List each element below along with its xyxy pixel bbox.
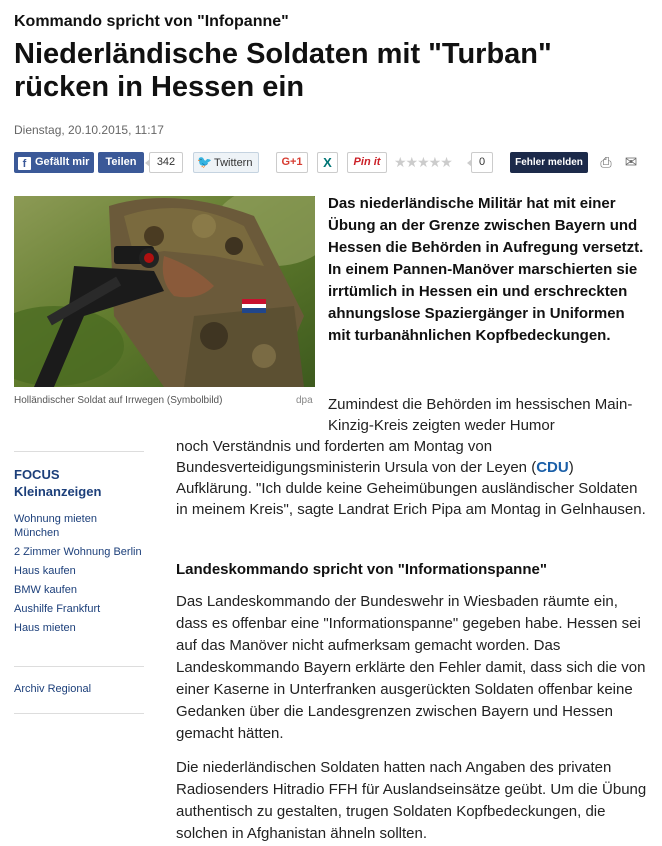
photo-credit: dpa (296, 395, 313, 406)
classified-link[interactable]: Aushilfe Frankfurt (14, 603, 101, 615)
social-bar (14, 152, 648, 174)
google-plus-button[interactable]: G+1 (276, 152, 308, 173)
classified-link[interactable]: Haus kaufen (14, 565, 76, 577)
photo-caption: Holländischer Soldat auf Irrwegen (Symbolbild) (14, 395, 223, 406)
article-lead: Das niederländische Militär hat mit einer Übung an der Grenze zwischen Bayern und Hessen die Behörden in Aufregung versetzt. In einem Pannen-Manöver marschierten sie irrtümlich in Hessen ein und erschreckten ahnungslose Spaziergänger in Uniformen mit turbanähnlichen Kopfbedeckungen. (328, 195, 644, 344)
mail-icon[interactable]: ✉ (624, 154, 638, 171)
rating-stars[interactable]: ★★★★★ (394, 154, 452, 170)
archive-regional-link[interactable]: Archiv Regional (14, 683, 92, 695)
paragraph-1-start: Zumindest die Behörden im hessischen Main-Kinzig-Kreis zeigten weder Humor (328, 396, 633, 434)
facebook-icon: f (18, 157, 31, 170)
facebook-share-button[interactable]: Teilen (98, 152, 144, 173)
report-error-button[interactable]: Fehler melden (510, 152, 588, 173)
classified-link[interactable]: Haus mieten (14, 622, 76, 634)
paragraph-1-text-b: ) Aufklärung. "Ich dulde keine Geheimübungen ausländischer Soldaten in meinem Kreis", sagte Landrat Erich Pipa am Montag in Gelnhausen. (176, 459, 646, 518)
article-photo (14, 196, 315, 387)
paragraph-3: Die niederländischen Soldaten hatten nach Angaben des privaten Radiosenders Hitradio FFH für Auslandseinsätze geübt. Um die Übung authentisch zu gestalten, trugen Soldaten Kopfbedeckungen, die solchen in Afghanistan ähneln sollten. (176, 759, 647, 842)
twitter-icon: 🐦 (197, 155, 212, 169)
article-headline (14, 38, 644, 104)
sidebar-title-line-1: FOCUS (14, 467, 60, 482)
paragraph-1-text-a: noch Verständnis und forderten am Montag von Bundesverteidigungsministerin Ursula von der Leyen ( (176, 438, 537, 476)
classified-link[interactable]: 2 Zimmer Wohnung Berlin (14, 546, 142, 558)
classifieds-list (14, 512, 144, 640)
cdu-link[interactable]: CDU (536, 459, 569, 476)
sidebar-title[interactable] (14, 466, 101, 500)
twitter-button[interactable] (193, 152, 259, 173)
article-kicker: Kommando spricht von "Infopanne" (14, 13, 289, 30)
sidebar-title-line-2: Kleinanzeigen (14, 484, 102, 499)
facebook-like-button[interactable] (14, 152, 94, 173)
share-count: 342 (149, 152, 183, 173)
xing-button[interactable]: X (317, 152, 338, 173)
rating-count: 0 (471, 152, 493, 173)
sidebar-divider-middle (14, 666, 144, 667)
facebook-like-label: Gefällt mir (35, 156, 90, 168)
print-icon[interactable]: ⎙ (600, 154, 612, 170)
twitter-label: Twittern (213, 157, 253, 169)
soldier-photo-illustration (14, 196, 315, 387)
sidebar-divider-bottom (14, 713, 144, 714)
headline-line-1: Niederländische Soldaten mit "Turban" (14, 38, 552, 70)
paragraph-2: Das Landeskommando der Bundeswehr in Wiesbaden räumte ein, dass es offenbar eine "Informationspanne" gegeben habe. Hessen sei auf das Manöver nicht aufmerksam gemacht worden. Das Landeskommando Bayern erklärte den Fehler damit, dass sich die von einer Kaserne in Unterfranken ausgerückten Soldaten offenbar keine Gedanken über die Landesgrenzen zwischen Bayern und Hessen gemacht hätten. (176, 593, 646, 742)
article-subheading: Landeskommando spricht von "Informationspanne" (176, 561, 547, 578)
article-date: Dienstag, 20.10.2015, 11:17 (14, 123, 164, 137)
pinterest-button[interactable]: Pin it (347, 152, 387, 173)
paragraph-1-continued (176, 436, 648, 520)
headline-line-2: rücken in Hessen ein (14, 71, 305, 103)
classified-link[interactable]: BMW kaufen (14, 584, 77, 596)
sidebar-divider-top (14, 451, 144, 452)
classified-link[interactable]: Wohnung mieten München (14, 513, 97, 539)
